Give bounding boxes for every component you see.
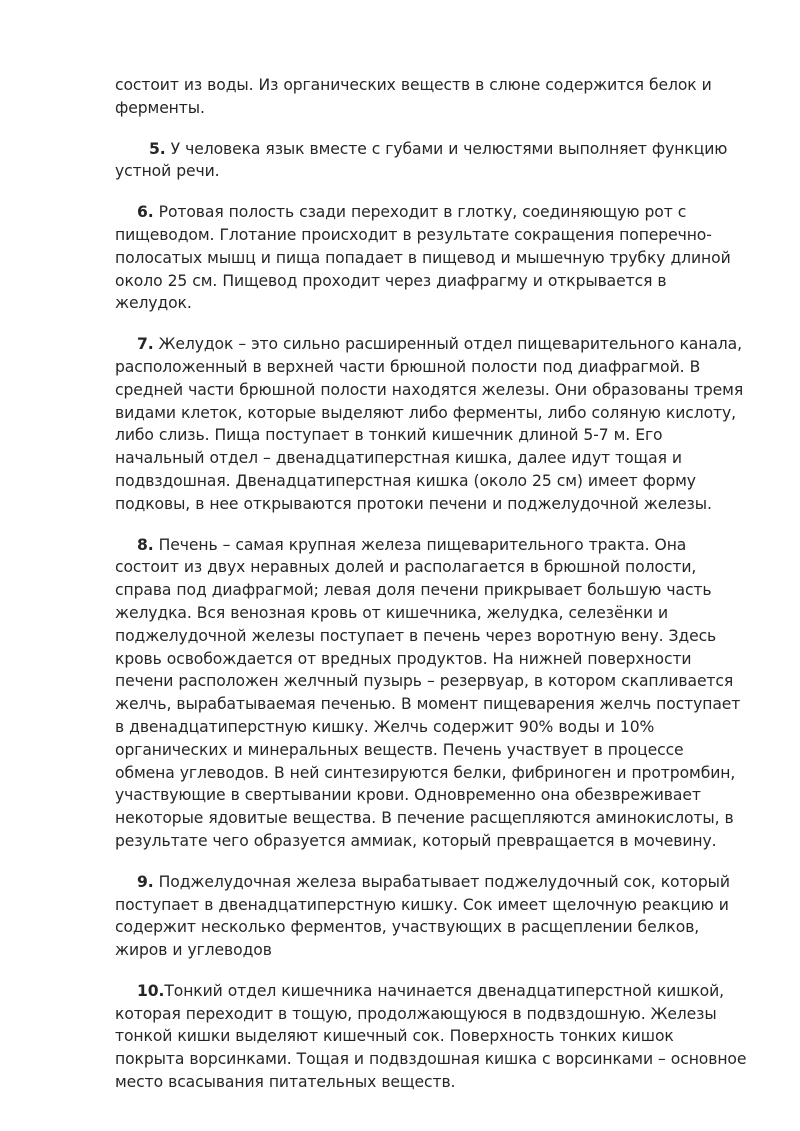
paragraph-number: 7. xyxy=(137,335,154,354)
paragraph-text: Тонкий отдел кишечника начинается двенадцатиперстной кишкой, которая переходит в тощую, продолжающуюся в подвздошную. Железы тонкой кишки выделяют кишечный сок. Поверхность тонких кишок покрыта ворсинками. Тощая и подвздошная кишка с ворсинками – основное место всасывания питательных веществ. xyxy=(115,981,747,1092)
paragraph-text: Поджелудочная железа вырабатывает поджелудочный сок, который поступает в двенадцатиперстную кишку. Сок имеет щелочную реакцию и содержит несколько ферментов, участвующих в расщеплении белков, жиров и углеводов xyxy=(115,872,730,960)
paragraph-text: У человека язык вместе с губами и челюстями выполняет функцию устной речи. xyxy=(115,139,728,181)
paragraph-number: 6. xyxy=(137,203,154,222)
paragraph-number: 5. xyxy=(149,139,166,158)
paragraph-number: 9. xyxy=(137,872,154,891)
paragraph-text: Ротовая полость сзади переходит в глотку, соединяющую рот с пищеводом. Глотание происходит в результате сокращения поперечно-полосатых мышц и пища попадает в пищевод и мышечную трубку длиной около 25 см. Пищевод проходит через диафрагму и открывается в желудок. xyxy=(115,203,731,313)
paragraph-number: 8. xyxy=(137,535,154,554)
document-page xyxy=(115,74,747,1094)
paragraph-7 xyxy=(115,333,747,515)
paragraph-text: Печень – самая крупная железа пищеварительного тракта. Она состоит из двух неравных долей и располагается в брюшной полости, справа под диафрагмой; левая доля печени прикрывает большую часть желудка. Вся венозная кровь от кишечника, желудка, селезёнки и поджелудочной железы поступает в печень через воротную вену. Здесь кровь освобождается от вредных продуктов. На нижней поверхности печени расположен желчный пузырь – резервуар, в котором скапливается желчь, вырабатываемая печенью. В момент пищеварения желчь поступает в двенадцатиперстную кишку. Желчь содержит 90% воды и 10% органических и минеральных веществ. Печень участвует в процессе обмена углеводов. В ней синтезируются белки, фибриноген и протромбин, участвующие в свертывании крови. Одновременно она обезвреживает некоторые ядовитые вещества. В печение расщепляются аминокислоты, в результате чего образуется аммиак, который превращается в мочевину. xyxy=(115,535,741,850)
paragraph-5 xyxy=(115,138,747,184)
paragraph-text: Желудок – это сильно расширенный отдел пищеварительного канала, расположенный в верхней части брюшной полости под диафрагмой. В средней части брюшной полости находятся железы. Они образованы тремя видами клеток, которые выделяют либо ферменты, либо соляную кислоту, либо слизь. Пища поступает в тонкий кишечник длиной 5-7 м. Его начальный отдел – двенадцатиперстная кишка, далее идут тощая и подвздошная. Двенадцатиперстная кишка (около 25 см) имеет форму подковы, в нее открываются протоки печени и поджелудочной железы. xyxy=(115,335,744,513)
paragraph-saliva-continuation xyxy=(115,74,747,120)
paragraph-6 xyxy=(115,201,747,315)
paragraph-10 xyxy=(115,980,747,1094)
paragraph-8 xyxy=(115,534,747,853)
paragraph-text: состоит из воды. Из органических веществ в слюне содержится белок и ферменты. xyxy=(115,76,712,117)
paragraph-number: 10. xyxy=(137,981,165,1000)
paragraph-9 xyxy=(115,871,747,962)
